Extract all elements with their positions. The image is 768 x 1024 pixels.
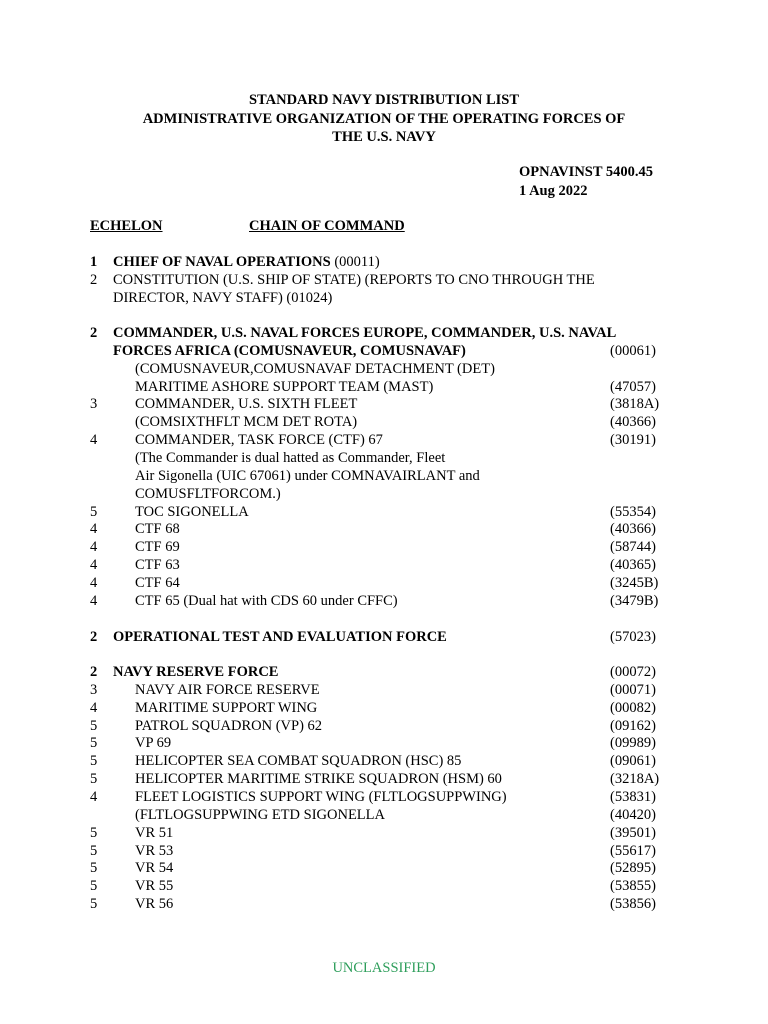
- list-item: [0, 842, 768, 860]
- list-item: [0, 289, 768, 307]
- list-item: [0, 734, 768, 752]
- unit-code: (3245B): [610, 574, 659, 591]
- unit-name: NAVY AIR FORCE RESERVE: [135, 681, 320, 698]
- echelon-number: 5: [90, 735, 98, 752]
- list-item: [0, 538, 768, 556]
- list-item: [0, 681, 768, 699]
- list-item: [0, 342, 768, 360]
- list-item: [0, 592, 768, 610]
- unit-name: VR 53: [135, 842, 174, 859]
- unit-code: (53856): [610, 896, 656, 913]
- unit-name: FORCES AFRICA (COMUSNAVEUR, COMUSNAVAF): [113, 342, 466, 359]
- unit-name: PATROL SQUADRON (VP) 62: [135, 717, 323, 734]
- echelon-number: 1: [90, 254, 98, 270]
- document-date: 1 Aug 2022: [519, 183, 588, 199]
- unit-name: VR 55: [135, 878, 174, 895]
- unit-code: (55354): [610, 503, 656, 520]
- unit-name: VR 54: [135, 860, 174, 877]
- list-item: [0, 271, 768, 289]
- unit-name: COMUSFLTFORCOM.): [135, 485, 281, 502]
- unit-code: (40420): [610, 806, 656, 823]
- unit-name: COMMANDER, U.S. NAVAL FORCES EUROPE, COMMANDER, U.S. NAVAL: [113, 325, 617, 341]
- unit-code: (40366): [610, 414, 656, 431]
- echelon-number: 2: [90, 629, 98, 645]
- unit-code: (09061): [610, 753, 656, 770]
- unit-name: MARITIME SUPPORT WING: [135, 699, 318, 716]
- unit-name: VR 56: [135, 896, 174, 913]
- unit-code: (30191): [610, 432, 656, 449]
- unit-name-continued: DIRECTOR, NAVY STAFF) (01024): [113, 290, 333, 306]
- echelon-number: 2: [90, 664, 98, 680]
- unit-name: CTF 64: [135, 574, 180, 591]
- echelon-number: 5: [90, 824, 98, 841]
- unit-code: (40365): [610, 557, 656, 574]
- list-item: [0, 717, 768, 735]
- unit-name: CONSTITUTION (U.S. SHIP OF STATE) (REPORTS TO CNO THROUGH THE: [113, 272, 595, 288]
- unit-name: HELICOPTER MARITIME STRIKE SQUADRON (HSM) 60: [135, 771, 502, 788]
- unit-name: CTF 69: [135, 539, 180, 556]
- unit-name: OPERATIONAL TEST AND EVALUATION FORCE: [113, 629, 447, 645]
- unit-code: (3818A): [610, 396, 660, 413]
- unit-name: COMMANDER, TASK FORCE (CTF) 67: [135, 432, 383, 449]
- unit-code: (53831): [610, 788, 656, 805]
- list-item: [0, 324, 768, 342]
- unit-code: (3479B): [610, 592, 659, 609]
- unit-code: (39501): [610, 824, 656, 841]
- echelon-number: 5: [90, 896, 98, 913]
- unit-code: (00071): [610, 681, 656, 698]
- unit-name: CTF 68: [135, 521, 180, 538]
- echelon-number: 4: [90, 574, 98, 591]
- echelon-number: 5: [90, 717, 98, 734]
- list-item: [0, 395, 768, 413]
- title-line-3: THE U.S. NAVY: [332, 129, 436, 145]
- unit-code: (52895): [610, 860, 656, 877]
- unit-name: FLEET LOGISTICS SUPPORT WING (FLTLOGSUPPWING): [135, 788, 507, 805]
- unit-code: (47057): [610, 378, 656, 395]
- list-item: [0, 485, 768, 503]
- list-item: [0, 824, 768, 842]
- unit-name: CTF 65 (Dual hat with CDS 60 under CFFC): [135, 592, 398, 609]
- echelon-number: 4: [90, 788, 98, 805]
- echelon-number: 3: [90, 396, 98, 413]
- unit-code: (00072): [610, 664, 656, 680]
- echelon-number: 4: [90, 557, 98, 574]
- column-header-echelon: ECHELON: [90, 218, 163, 234]
- unit-code: (57023): [610, 629, 656, 645]
- echelon-number: 2: [90, 325, 98, 341]
- column-header-chain-of-command: CHAIN OF COMMAND: [249, 218, 405, 234]
- echelon-number: 3: [90, 681, 98, 698]
- unit-code: (55617): [610, 842, 656, 859]
- unit-name: (FLTLOGSUPPWING ETD SIGONELLA: [135, 806, 385, 823]
- list-item: [0, 574, 768, 592]
- unit-code: (00061): [610, 342, 656, 359]
- unit-code: (40366): [610, 521, 656, 538]
- unit-code: (53855): [610, 878, 656, 895]
- list-item: [0, 378, 768, 396]
- list-item: [0, 877, 768, 895]
- unit-name: CTF 63: [135, 557, 180, 574]
- title-line-2: ADMINISTRATIVE ORGANIZATION OF THE OPERATING FORCES OF: [142, 111, 626, 127]
- unit-name: VP 69: [135, 735, 172, 752]
- unit-code: (09162): [610, 717, 656, 734]
- echelon-number: 2: [90, 272, 98, 288]
- list-item: [0, 859, 768, 877]
- echelon-number: 5: [90, 503, 98, 520]
- unit-code: (58744): [610, 539, 656, 556]
- unit-name: Air Sigonella (UIC 67061) under COMNAVAIRLANT and: [135, 467, 480, 484]
- echelon-number: 4: [90, 539, 98, 556]
- list-item: [0, 449, 768, 467]
- list-item: [0, 253, 768, 271]
- echelon-number: 4: [90, 432, 98, 449]
- unit-code: (3218A): [610, 771, 660, 788]
- echelon-number: 5: [90, 771, 98, 788]
- list-item: [0, 503, 768, 521]
- unit-name: (COMUSNAVEUR,COMUSNAVAF DETACHMENT (DET): [135, 360, 495, 377]
- list-item: [0, 556, 768, 574]
- unit-name: HELICOPTER SEA COMBAT SQUADRON (HSC) 85: [135, 753, 462, 770]
- list-item: [0, 628, 768, 646]
- unit-name: VR 51: [135, 824, 174, 841]
- classification-marking: UNCLASSIFIED: [332, 960, 436, 976]
- instruction-number: OPNAVINST 5400.45: [519, 164, 654, 180]
- echelon-number: 5: [90, 753, 98, 770]
- unit-name: NAVY RESERVE FORCE: [113, 664, 279, 680]
- echelon-number: 4: [90, 699, 98, 716]
- unit-code: (09989): [610, 735, 656, 752]
- list-item: [0, 663, 768, 681]
- list-item: [0, 788, 768, 806]
- list-item: [0, 699, 768, 717]
- echelon-number: 5: [90, 860, 98, 877]
- echelon-number: 4: [90, 592, 98, 609]
- echelon-number: 5: [90, 878, 98, 895]
- list-item: [0, 895, 768, 913]
- list-item: [0, 770, 768, 788]
- unit-name: (The Commander is dual hatted as Commander, Fleet: [135, 449, 446, 466]
- title-line-1: STANDARD NAVY DISTRIBUTION LIST: [248, 92, 520, 108]
- echelon-number: 5: [90, 842, 98, 859]
- list-item: [0, 467, 768, 485]
- list-item: [0, 413, 768, 431]
- unit-name: MARITIME ASHORE SUPPORT TEAM (MAST): [135, 378, 434, 395]
- echelon-number: 4: [90, 521, 98, 538]
- unit-code: (00011): [330, 254, 380, 270]
- unit-name: TOC SIGONELLA: [135, 503, 249, 520]
- unit-name: COMMANDER, U.S. SIXTH FLEET: [135, 396, 358, 413]
- unit-name: (COMSIXTHFLT MCM DET ROTA): [135, 414, 358, 431]
- list-item: [0, 806, 768, 824]
- list-item: [0, 752, 768, 770]
- list-item: [0, 360, 768, 378]
- list-item: [0, 431, 768, 449]
- unit-name: CHIEF OF NAVAL OPERATIONS: [113, 254, 331, 270]
- unit-code: (00082): [610, 699, 656, 716]
- list-item: [0, 520, 768, 538]
